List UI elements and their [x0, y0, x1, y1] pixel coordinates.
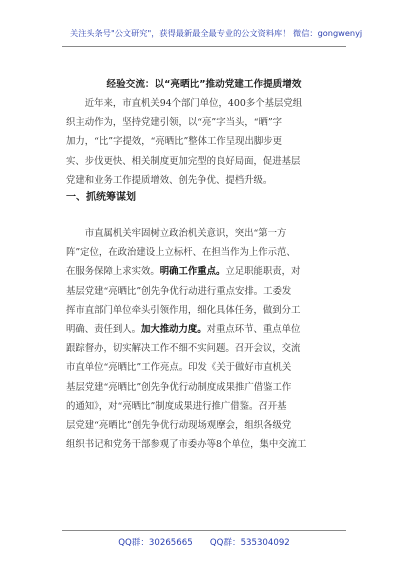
page-header	[0, 0, 408, 60]
footer-contact: QQ群：30265665 QQ群：535304092	[118, 538, 290, 548]
text-line: 加力，“比”字提效，“亮晒比”整体工作呈现出脚步更	[66, 136, 283, 148]
text-run: 立足职能职责，对	[225, 266, 301, 278]
intro-paragraph	[66, 94, 342, 190]
header-divider	[62, 46, 346, 47]
text-line: 织主动作为，坚持党建引领，以“亮”字当头，“晒”字	[66, 117, 283, 129]
text-run: 的通知》，对“亮晒比”制度成果进行推广借鉴。召开基	[66, 400, 287, 412]
text-line	[66, 397, 342, 416]
text-line: 实、步伐更快、相关制度更加完型的良好局面，促进基层	[66, 155, 301, 167]
text-line: 近年来，市直机关94个部门单位，400多个基层党组	[66, 98, 303, 109]
text-line	[66, 262, 342, 281]
text-line	[66, 378, 342, 397]
bold-text-run: 明确工作重点。	[159, 266, 226, 278]
bold-text-run: 加大推动力度。	[141, 323, 207, 335]
text-line	[66, 282, 342, 301]
text-run: 在服务保障上求实效。	[66, 266, 160, 278]
text-line	[66, 358, 342, 377]
text-line	[66, 301, 342, 320]
text-line	[66, 339, 342, 358]
text-run: 跟踪督办，切实解决工作不细不实问题。召开会议，交流	[66, 343, 301, 355]
document-title: 经验交流：以“亮晒比”推动党建工作提质增效	[106, 79, 302, 90]
text-line	[66, 320, 342, 339]
text-run: 基层党建“亮晒比”创先争优行动制度成果推广借鉴工作	[66, 381, 292, 393]
text-run: 组织书记和党务干部参观了市委办等8个单位，集中交流工	[66, 439, 307, 451]
text-run: 对重点环节、重点单位	[206, 323, 301, 335]
header-notice: 关注头条号"公文研究"，获得最新最全最专业的公文资料库！ 微信：gongwenyj	[70, 28, 363, 38]
text-run: 市直属机关牢固树立政治机关意识，突出“第一方	[66, 228, 287, 239]
text-line	[66, 224, 342, 243]
text-run: 明确、责任到人。	[66, 323, 142, 335]
section-heading: 一、抓统筹谋划	[66, 192, 136, 203]
text-run: 挥市直部门单位牵头引领作用，细化具体任务，做到分工	[66, 304, 301, 316]
text-line	[66, 243, 342, 262]
text-run: 阵”定位，在政治建设上立标杆、在担当作为上作示范、	[66, 247, 296, 259]
footer-divider	[62, 530, 346, 531]
text-run: 基层党建“亮晒比”创先争优行动进行重点安排。工委发	[66, 285, 292, 297]
text-run: 层党建“亮晒比”创先争优行动现场观摩会，组织各级党	[66, 419, 292, 431]
text-run: 市直单位“亮晒比”工作亮点。印发《关于做好市直机关	[66, 362, 292, 374]
text-line: 党建和业务工作提质增效、创先争优、提档升级。	[66, 174, 273, 186]
section-paragraph	[66, 224, 342, 454]
text-line	[66, 416, 342, 435]
text-line	[66, 435, 342, 454]
